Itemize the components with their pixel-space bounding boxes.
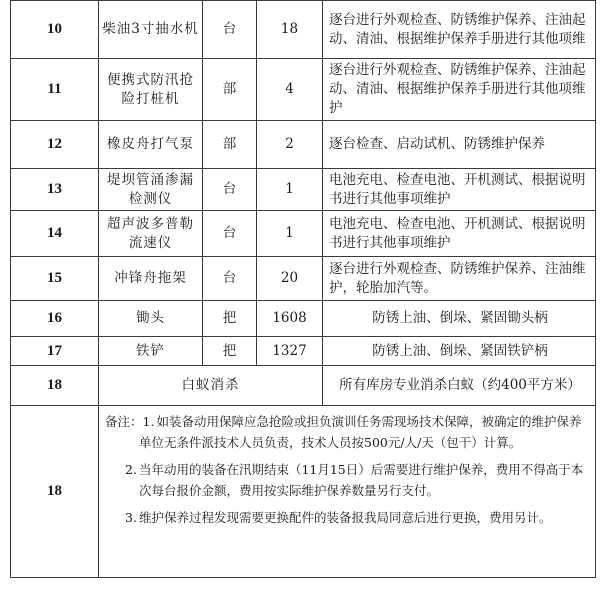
table-row: [11, 121, 596, 169]
table-row: [11, 169, 596, 211]
unit: 部: [203, 59, 257, 121]
row-number: 17: [11, 337, 99, 366]
maintenance-description: 逐台进行外观检查、防锈维护保养、注油维护，轮胎加汽等。: [323, 257, 596, 301]
row-number: 15: [11, 257, 99, 301]
equipment-name: 铁铲: [99, 337, 203, 366]
note-text: 如装备动用保障应急抢险或担负演训任务需现场技术保障，被确定的维护保养单位无条件派技术人员负责，技术人员按500元/人/天（包干）计算。: [139, 414, 582, 450]
row-number: 10: [11, 1, 99, 59]
table-row: [11, 59, 596, 121]
notes-cell: [99, 406, 596, 578]
equipment-name: 橡皮舟打气泵: [99, 121, 203, 169]
quantity: 1: [257, 211, 323, 257]
unit: 台: [203, 211, 257, 257]
equipment-name: 锄头: [99, 301, 203, 337]
table-row: [11, 1, 596, 59]
unit: 把: [203, 301, 257, 337]
equipment-name: 超声波多普勒流速仪: [99, 211, 203, 257]
quantity: 18: [257, 1, 323, 59]
notes-row: [11, 406, 596, 578]
note-text: 维护保养过程发现需要更换配件的装备报我局同意后进行更换，费用另计。: [138, 510, 552, 525]
note-item-1: [105, 411, 589, 453]
row-number: 18: [11, 366, 99, 406]
quantity: 2: [257, 121, 323, 169]
unit: 把: [203, 337, 257, 366]
row-number: 11: [11, 59, 99, 121]
quantity: 4: [257, 59, 323, 121]
maintenance-table: [10, 0, 596, 578]
quantity: 1327: [257, 337, 323, 366]
equipment-name: 堤坝管涌渗漏检测仪: [99, 169, 203, 211]
maintenance-description: 防锈上油、倒垛、紧固铁铲柄: [323, 337, 596, 366]
maintenance-description: 逐台进行外观检查、防锈维护保养、注油起动、清油、根据维护保养手册进行其他项维: [323, 1, 596, 59]
unit: 台: [203, 169, 257, 211]
quantity: 20: [257, 257, 323, 301]
row-number: 12: [11, 121, 99, 169]
maintenance-description: 电池充电、检查电池、开机测试、根据说明书进行其他事项维护: [323, 211, 596, 257]
maintenance-description: 电池充电、检查电池、开机测试、根据说明书进行其他事项维护: [323, 169, 596, 211]
unit: 台: [203, 1, 257, 59]
row-number: 13: [11, 169, 99, 211]
row-number: 18: [11, 406, 99, 578]
note-text: 当年动用的装备在汛期结束（11月15日）后需要进行维护保养，费用不得高于本次每台报价金额，费用按实际维护保养数量另行支付。: [138, 462, 584, 498]
unit: 部: [203, 121, 257, 169]
maintenance-description: 逐台进行外观检查、防锈维护保养、注油起动、清油、根据维护保养手册进行其他项维护: [323, 59, 596, 121]
maintenance-description: 所有库房专业消杀白蚁（约400平方米）: [323, 366, 596, 406]
equipment-name: 冲锋舟拖架: [99, 257, 203, 301]
unit: 台: [203, 257, 257, 301]
quantity: 1608: [257, 301, 323, 337]
table-row: [11, 366, 596, 406]
equipment-name: 柴油3寸抽水机: [99, 1, 203, 59]
row-number: 16: [11, 301, 99, 337]
note-item-2: [105, 459, 589, 501]
table-row: [11, 211, 596, 257]
maintenance-description: 防锈上油、倒垛、紧固锄头柄: [323, 301, 596, 337]
table-row: [11, 301, 596, 337]
equipment-name: 便携式防汛抢险打桩机: [99, 59, 203, 121]
quantity: 1: [257, 169, 323, 211]
equipment-name: 白蚁消杀: [99, 366, 323, 406]
table-row: [11, 337, 596, 366]
note-index: 1.: [142, 414, 155, 429]
table-row: [11, 257, 596, 301]
notes-label: 备注：: [105, 414, 143, 429]
note-index: 2.: [125, 462, 137, 477]
row-number: 14: [11, 211, 99, 257]
note-item-3: [105, 507, 589, 528]
note-index: 3.: [125, 510, 137, 525]
maintenance-description: 逐台检查、启动试机、防锈维护保养: [323, 121, 596, 169]
